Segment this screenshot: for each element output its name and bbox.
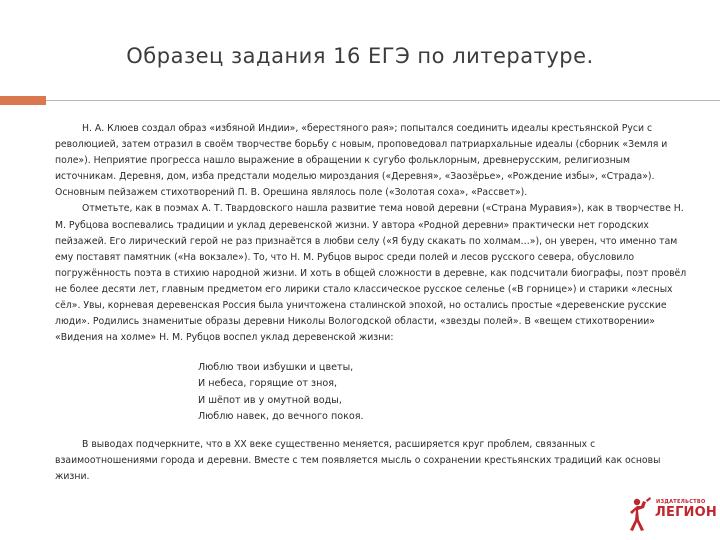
poem-quote xyxy=(198,360,687,424)
poem-line: И шёпот ив у омутной воды, xyxy=(198,394,342,406)
slide-title: Образец задания 16 ЕГЭ по литературе. xyxy=(126,44,594,68)
paragraph-tvardovsky-rubtsov: Отметьте, как в поэмах А. Т. Твардовского нашла развитие тема новой деревни («Страна Муравия»), как в творчестве Н. М. Рубцова воспевались традиции и уклад деревенской жизни. У автора «Родной деревни» практически нет городских пейзажей. Его лирический герой не раз признаётся в любви селу («Я буду скакать по холмам…»), он уверен, что именно там ему поставят памятник («На вокзале»). То, что Н. М. Рубцов вырос среди полей и лесов русского севера, обусловило погружённость поэта в стихию народной жизни. И хоть в общей сложности в деревне, как подсчитали биографы, поэт провёл не более десяти лет, главным предметом его лирики стало классическое русское селенье («В горнице») и старики «лесных сёл». Увы, корневая деревенская Россия была уничтожена сталинской эпохой, но остались простые «деревенские русские люди». Родились знаменитые образы деревни Николы Вологодской области, «звезды полей». В «вещем стихотворении» «Видения на холме» Н. М. Рубцов воспел уклад деревенской жизни: xyxy=(55,203,687,344)
publisher-logo xyxy=(620,496,717,532)
accent-bar xyxy=(0,96,46,105)
poem-line: И небеса, горящие от зноя, xyxy=(198,378,338,390)
poem-line: Люблю твои избушки и цветы, xyxy=(198,362,354,374)
logo-caption: ИЗДАТЕЛЬСТВО xyxy=(656,499,706,505)
task-body xyxy=(55,121,687,485)
title-divider xyxy=(0,100,720,101)
logo-name: ЛЕГИОН xyxy=(655,505,717,520)
paragraph-kluev: Н. А. Клюев создал образ «избяной Индии», «берестяного рая»; попытался соединить идеалы крестьянской Руси с революцией, затем отразил в своём творчестве борьбу с новым, проповедовал патриархальные идеалы (сборник «Земля и поле»). Неприятие прогресса нашло выражение в обращении к сугубо фольклорным, древнерусским, религиозным источникам. Деревня, дом, изба предстали моделью мироздания («Деревня», «Заозёрье», «Рождение избы», «Страда»). Основным пейзажем стихотворений П. В. Орешина являлось поле («Золотая соха», «Рассвет»). xyxy=(55,123,668,199)
poem-line: Люблю навек, до вечного покоя. xyxy=(198,410,364,422)
legion-figure-icon xyxy=(620,496,654,532)
paragraph-conclusion: В выводах подчеркните, что в XX веке существенно меняется, расширяется круг проблем, связанных с взаимоотношениями города и деревни. Вместе с тем появляется мысль о сохранении крестьянских традиций как основы жизни. xyxy=(55,438,661,482)
